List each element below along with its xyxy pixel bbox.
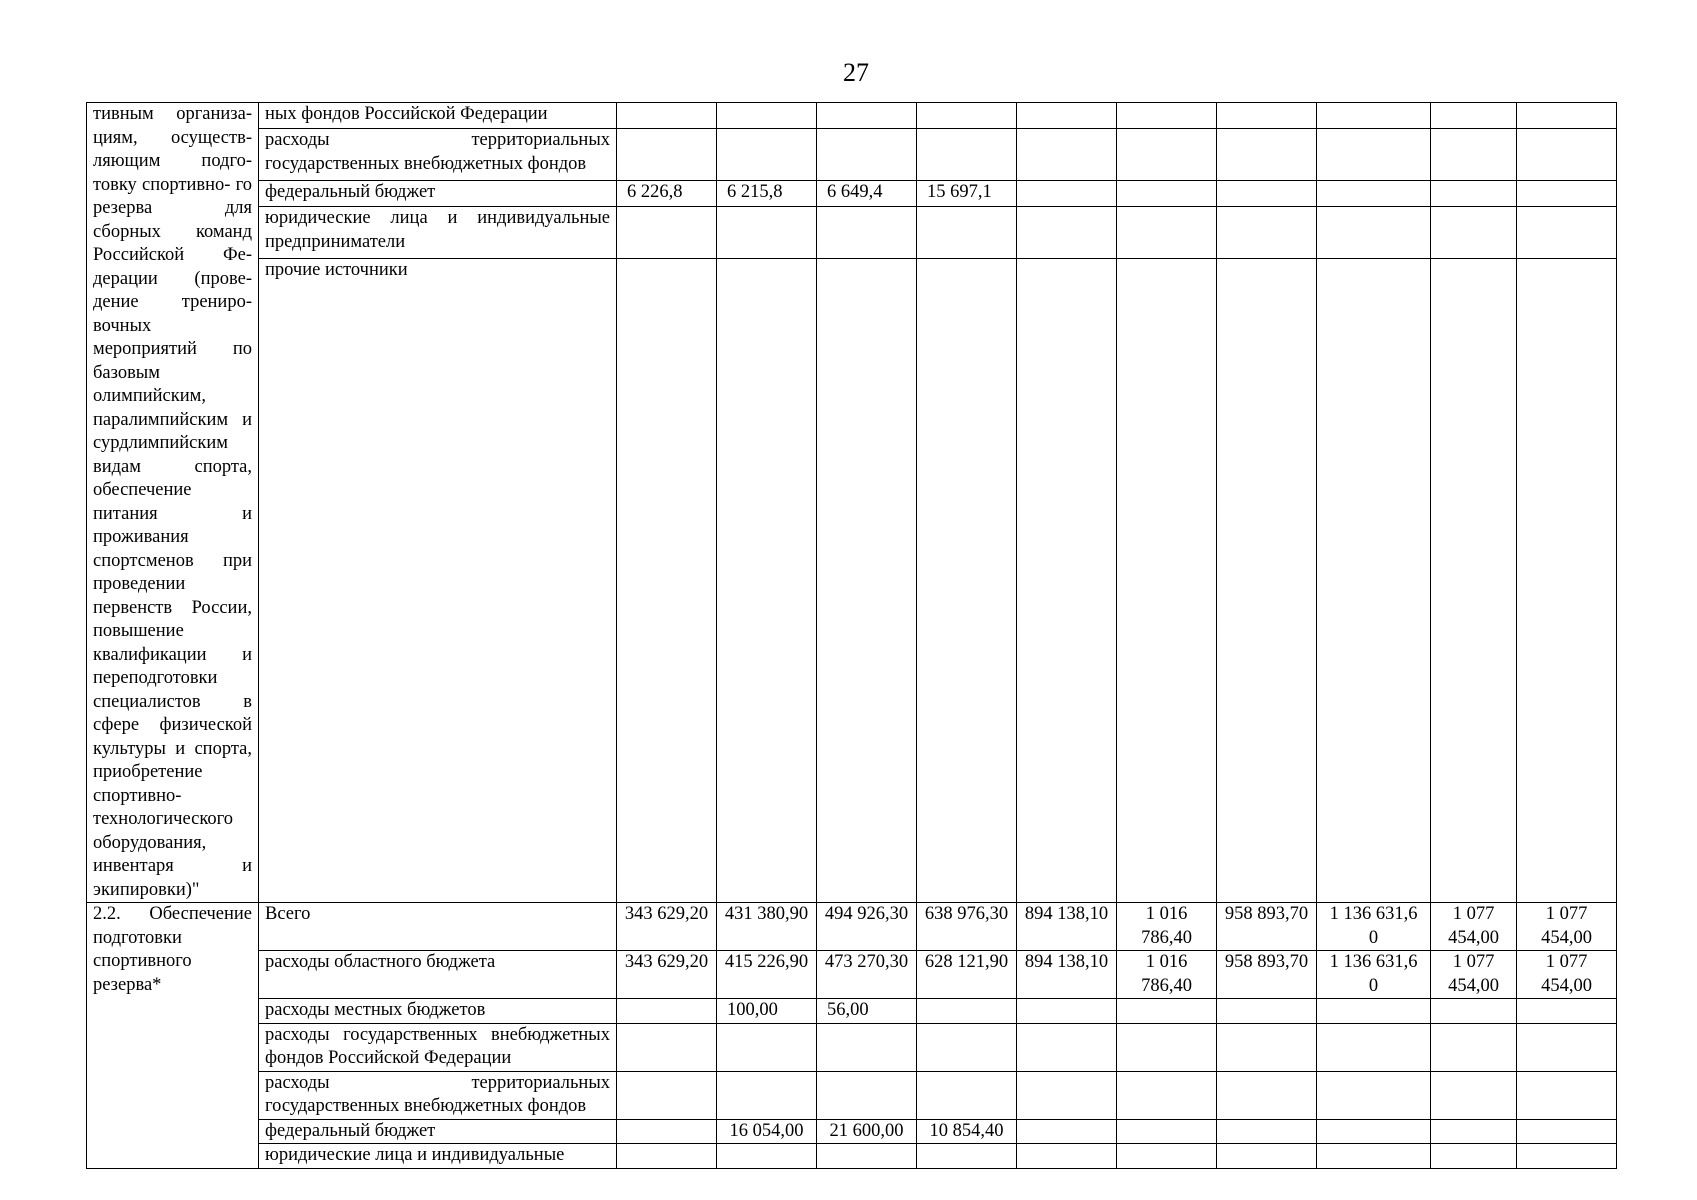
table-row — [87, 103, 1617, 129]
page-number: 27 — [843, 58, 869, 87]
value-cell — [1517, 103, 1617, 129]
value-cell — [1217, 1144, 1317, 1169]
table-row — [87, 1071, 1617, 1119]
value-cell — [1017, 129, 1117, 181]
value-cell — [1117, 258, 1217, 902]
value-cell — [917, 129, 1017, 181]
table-row — [87, 1119, 1617, 1144]
value-cell — [1217, 999, 1317, 1024]
value-cell — [1317, 103, 1431, 129]
value-cell — [1117, 129, 1217, 181]
value-cell: 494 926,30 — [817, 903, 917, 951]
value-cell — [617, 129, 717, 181]
value-cell: 1 136 631,6 0 — [1317, 951, 1431, 999]
value-cell: 1 077 454,00 — [1431, 903, 1517, 951]
value-cell — [1317, 1071, 1431, 1119]
value-cell — [917, 1144, 1017, 1169]
value-cell — [917, 999, 1017, 1024]
value-cell — [1317, 999, 1431, 1024]
value-cell — [1517, 180, 1617, 206]
value-cell — [1431, 1144, 1517, 1169]
value-cell: 6 226,8 — [617, 180, 717, 206]
funding-source-cell: федеральный бюджет — [259, 180, 617, 206]
funding-source-cell: расходы местных бюджетов — [259, 999, 617, 1024]
value-cell — [1517, 1119, 1617, 1144]
value-cell — [817, 1023, 917, 1071]
program-cell: 2.2. Обеспечение подготовки спортивного резерва* — [87, 903, 259, 1169]
value-cell — [1117, 180, 1217, 206]
table-row — [87, 951, 1617, 999]
value-cell — [1517, 258, 1617, 902]
value-cell: 628 121,90 — [917, 951, 1017, 999]
value-cell — [817, 103, 917, 129]
value-cell: 15 697,1 — [917, 180, 1017, 206]
value-cell: 894 138,10 — [1017, 951, 1117, 999]
value-cell — [1317, 258, 1431, 902]
value-cell — [1017, 180, 1117, 206]
value-cell: 894 138,10 — [1017, 903, 1117, 951]
value-cell: 1 077 454,00 — [1431, 951, 1517, 999]
funding-table — [86, 102, 1617, 1169]
table-row — [87, 903, 1617, 951]
value-cell — [717, 258, 817, 902]
funding-source-cell: юридические лица и индивидуальные предприниматели — [259, 207, 617, 259]
value-cell — [1217, 207, 1317, 259]
table-row — [87, 207, 1617, 259]
value-cell — [917, 258, 1017, 902]
value-cell — [1317, 1023, 1431, 1071]
value-cell — [1217, 129, 1317, 181]
value-cell — [617, 1144, 717, 1169]
value-cell — [817, 1144, 917, 1169]
funding-source-cell: расходы территориальных государственных внебюджетных фондов — [259, 129, 617, 181]
value-cell — [1317, 1144, 1431, 1169]
value-cell — [917, 1023, 1017, 1071]
funding-source-cell: расходы областного бюджета — [259, 951, 617, 999]
value-cell: 958 893,70 — [1217, 951, 1317, 999]
value-cell: 343 629,20 — [617, 903, 717, 951]
table-row — [87, 180, 1617, 206]
value-cell — [617, 999, 717, 1024]
value-cell — [1431, 1023, 1517, 1071]
value-cell — [617, 103, 717, 129]
value-cell — [1217, 258, 1317, 902]
value-cell — [1217, 103, 1317, 129]
value-cell — [817, 1071, 917, 1119]
value-cell: 1 016 786,40 — [1117, 903, 1217, 951]
value-cell — [1117, 103, 1217, 129]
value-cell — [1217, 1023, 1317, 1071]
value-cell: 958 893,70 — [1217, 903, 1317, 951]
funding-source-cell: Всего — [259, 903, 617, 951]
value-cell — [1217, 1119, 1317, 1144]
value-cell — [1117, 207, 1217, 259]
value-cell — [1117, 999, 1217, 1024]
value-cell — [1217, 180, 1317, 206]
value-cell — [1431, 180, 1517, 206]
value-cell — [1431, 1071, 1517, 1119]
value-cell — [1017, 258, 1117, 902]
value-cell — [817, 258, 917, 902]
funding-source-cell: прочие источники — [259, 258, 617, 902]
value-cell — [617, 207, 717, 259]
value-cell — [717, 103, 817, 129]
value-cell — [1517, 1071, 1617, 1119]
value-cell — [1317, 129, 1431, 181]
value-cell — [1431, 1119, 1517, 1144]
value-cell — [1517, 1144, 1617, 1169]
value-cell — [1517, 999, 1617, 1024]
value-cell — [1017, 1023, 1117, 1071]
value-cell: 473 270,30 — [817, 951, 917, 999]
value-cell — [1017, 1071, 1117, 1119]
table-row — [87, 258, 1617, 902]
funding-source-cell: расходы территориальных государственных внебюджетных фондов — [259, 1071, 617, 1119]
value-cell — [717, 1023, 817, 1071]
value-cell: 1 136 631,6 0 — [1317, 903, 1431, 951]
value-cell — [1117, 1119, 1217, 1144]
table-row — [87, 999, 1617, 1024]
value-cell — [1517, 1023, 1617, 1071]
value-cell — [617, 258, 717, 902]
value-cell: 415 226,90 — [717, 951, 817, 999]
table-row — [87, 1144, 1617, 1169]
funding-source-cell: федеральный бюджет — [259, 1119, 617, 1144]
value-cell: 10 854,40 — [917, 1119, 1017, 1144]
funding-source-cell: ных фондов Российской Федерации — [259, 103, 617, 129]
value-cell — [1431, 129, 1517, 181]
value-cell — [917, 103, 1017, 129]
funding-source-cell: расходы государственных внебюджетных фондов Российской Федерации — [259, 1023, 617, 1071]
value-cell — [1217, 1071, 1317, 1119]
value-cell — [1317, 1119, 1431, 1144]
program-cell: тивным организа- циям, осуществ- ляющим подго- товку спортивно- го резерва для сборных команд Российской Фе- дерации (прове- дение трениро- вочных мероприятий по базовым олимпийским, паралимпийским и сурдлимпийским видам спорта, обеспечение питания и проживания спортсменов при проведении первенств России, повышение квалификации и переподготовки специалистов в сфере физической культуры и спорта, приобретение спортивно-технологического оборудования, инвентаря и экипировки)" — [87, 103, 259, 903]
value-cell — [1017, 1144, 1117, 1169]
value-cell — [1431, 207, 1517, 259]
value-cell: 1 016 786,40 — [1117, 951, 1217, 999]
table-row — [87, 1023, 1617, 1071]
value-cell: 6 215,8 — [717, 180, 817, 206]
value-cell — [1017, 103, 1117, 129]
value-cell — [1431, 258, 1517, 902]
value-cell: 638 976,30 — [917, 903, 1017, 951]
value-cell — [717, 129, 817, 181]
value-cell — [617, 1071, 717, 1119]
value-cell — [917, 207, 1017, 259]
value-cell — [617, 1119, 717, 1144]
value-cell — [1017, 207, 1117, 259]
value-cell — [817, 207, 917, 259]
value-cell — [1017, 1119, 1117, 1144]
value-cell — [717, 1071, 817, 1119]
funding-source-cell: юридические лица и индивидуальные — [259, 1144, 617, 1169]
value-cell: 343 629,20 — [617, 951, 717, 999]
value-cell — [1317, 180, 1431, 206]
value-cell: 21 600,00 — [817, 1119, 917, 1144]
value-cell: 100,00 — [717, 999, 817, 1024]
value-cell — [717, 207, 817, 259]
value-cell — [617, 1023, 717, 1071]
value-cell: 16 054,00 — [717, 1119, 817, 1144]
value-cell: 56,00 — [817, 999, 917, 1024]
value-cell — [1017, 999, 1117, 1024]
value-cell: 1 077 454,00 — [1517, 903, 1617, 951]
value-cell — [917, 1071, 1017, 1119]
value-cell — [1317, 207, 1431, 259]
value-cell — [1117, 1023, 1217, 1071]
value-cell — [1517, 207, 1617, 259]
value-cell — [817, 129, 917, 181]
value-cell — [717, 1144, 817, 1169]
value-cell: 1 077 454,00 — [1517, 951, 1617, 999]
value-cell — [1431, 103, 1517, 129]
value-cell: 6 649,4 — [817, 180, 917, 206]
value-cell — [1431, 999, 1517, 1024]
value-cell — [1117, 1071, 1217, 1119]
table-row — [87, 129, 1617, 181]
value-cell — [1517, 129, 1617, 181]
value-cell: 431 380,90 — [717, 903, 817, 951]
value-cell — [1117, 1144, 1217, 1169]
